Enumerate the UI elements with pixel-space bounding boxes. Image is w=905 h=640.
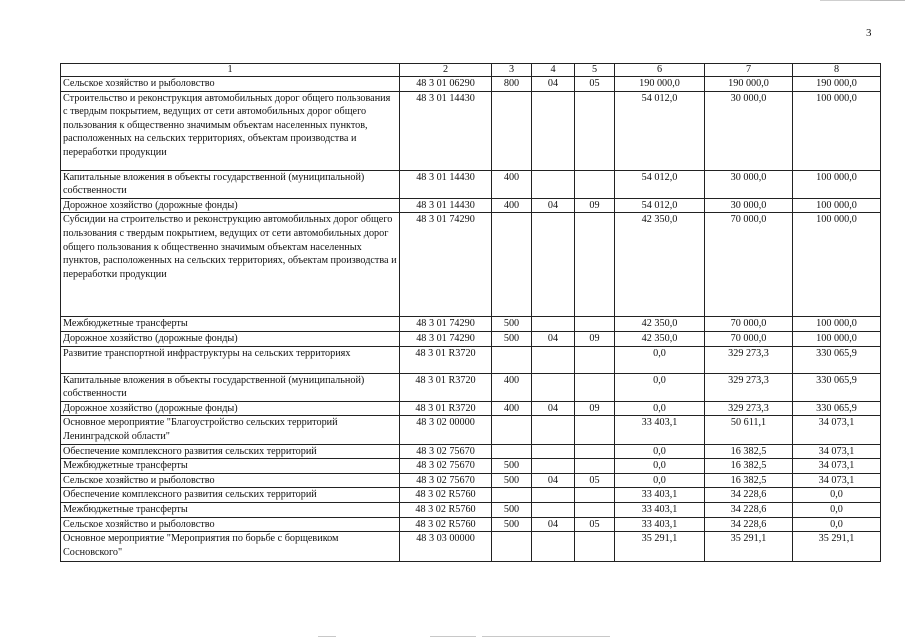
table-row bbox=[61, 488, 881, 503]
row-amount-col6: 42 350,0 bbox=[615, 331, 705, 346]
row-amount-col6: 33 403,1 bbox=[615, 488, 705, 503]
row-subsection: 05 bbox=[575, 77, 615, 92]
row-name: Сельское хозяйство и рыболовство bbox=[61, 77, 400, 92]
row-name: Дорожное хозяйство (дорожные фонды) bbox=[61, 198, 400, 213]
row-amount-col7: 30 000,0 bbox=[705, 91, 793, 170]
row-section: 04 bbox=[532, 331, 575, 346]
row-code: 48 3 02 75670 bbox=[400, 473, 492, 488]
row-name: Межбюджетные трансферты bbox=[61, 502, 400, 517]
row-amount-col6: 33 403,1 bbox=[615, 517, 705, 532]
row-amount-col6: 42 350,0 bbox=[615, 317, 705, 332]
row-code: 48 3 02 75670 bbox=[400, 444, 492, 459]
row-code: 48 3 01 74290 bbox=[400, 213, 492, 317]
row-subsection bbox=[575, 91, 615, 170]
row-subsection: 05 bbox=[575, 473, 615, 488]
row-amount-col7: 329 273,3 bbox=[705, 373, 793, 401]
row-amount-col8: 100 000,0 bbox=[793, 91, 881, 170]
row-amount-col8: 0,0 bbox=[793, 502, 881, 517]
row-code: 48 3 01 14430 bbox=[400, 198, 492, 213]
row-subsection bbox=[575, 170, 615, 198]
row-expense-type bbox=[492, 91, 532, 170]
row-section bbox=[532, 346, 575, 373]
row-amount-col8: 330 065,9 bbox=[793, 373, 881, 401]
row-expense-type: 800 bbox=[492, 77, 532, 92]
row-amount-col7: 30 000,0 bbox=[705, 170, 793, 198]
row-amount-col8: 34 073,1 bbox=[793, 459, 881, 474]
column-header-2: 2 bbox=[400, 64, 492, 77]
table-row bbox=[61, 473, 881, 488]
row-code: 48 3 01 14430 bbox=[400, 91, 492, 170]
row-amount-col8: 0,0 bbox=[793, 488, 881, 503]
row-expense-type: 500 bbox=[492, 502, 532, 517]
row-section bbox=[532, 532, 575, 562]
row-code: 48 3 01 06290 bbox=[400, 77, 492, 92]
row-expense-type: 500 bbox=[492, 517, 532, 532]
row-expense-type bbox=[492, 532, 532, 562]
row-name: Капитальные вложения в объекты государственной (муниципальной) собственности bbox=[61, 170, 400, 198]
row-amount-col7: 34 228,6 bbox=[705, 488, 793, 503]
table-row bbox=[61, 346, 881, 373]
row-expense-type: 500 bbox=[492, 459, 532, 474]
scan-edge-mark bbox=[430, 636, 476, 637]
row-amount-col6: 33 403,1 bbox=[615, 416, 705, 444]
row-name: Основное мероприятие "Мероприятия по борьбе с борщевиком Сосновского" bbox=[61, 532, 400, 562]
row-name: Обеспечение комплексного развития сельских территорий bbox=[61, 488, 400, 503]
row-subsection: 09 bbox=[575, 331, 615, 346]
row-code: 48 3 02 R5760 bbox=[400, 488, 492, 503]
table-row bbox=[61, 416, 881, 444]
row-code: 48 3 02 R5760 bbox=[400, 502, 492, 517]
budget-table bbox=[60, 63, 881, 562]
row-expense-type: 500 bbox=[492, 317, 532, 332]
row-section bbox=[532, 213, 575, 317]
row-code: 48 3 02 00000 bbox=[400, 416, 492, 444]
table-row bbox=[61, 373, 881, 401]
row-name: Дорожное хозяйство (дорожные фонды) bbox=[61, 331, 400, 346]
row-code: 48 3 02 75670 bbox=[400, 459, 492, 474]
row-amount-col8: 0,0 bbox=[793, 517, 881, 532]
row-amount-col8: 190 000,0 bbox=[793, 77, 881, 92]
row-name: Межбюджетные трансферты bbox=[61, 317, 400, 332]
row-amount-col6: 42 350,0 bbox=[615, 213, 705, 317]
row-amount-col7: 16 382,5 bbox=[705, 459, 793, 474]
row-name: Развитие транспортной инфраструктуры на сельских территориях bbox=[61, 346, 400, 373]
row-section: 04 bbox=[532, 473, 575, 488]
row-name: Сельское хозяйство и рыболовство bbox=[61, 473, 400, 488]
row-subsection bbox=[575, 317, 615, 332]
row-amount-col6: 0,0 bbox=[615, 346, 705, 373]
row-name: Межбюджетные трансферты bbox=[61, 459, 400, 474]
row-amount-col8: 330 065,9 bbox=[793, 401, 881, 416]
row-amount-col7: 70 000,0 bbox=[705, 331, 793, 346]
row-amount-col6: 0,0 bbox=[615, 401, 705, 416]
row-subsection bbox=[575, 444, 615, 459]
table-row bbox=[61, 459, 881, 474]
row-section bbox=[532, 317, 575, 332]
row-expense-type bbox=[492, 416, 532, 444]
row-section bbox=[532, 444, 575, 459]
row-amount-col7: 34 228,6 bbox=[705, 502, 793, 517]
row-amount-col6: 33 403,1 bbox=[615, 502, 705, 517]
row-amount-col6: 0,0 bbox=[615, 373, 705, 401]
table-row bbox=[61, 401, 881, 416]
row-section bbox=[532, 91, 575, 170]
row-subsection bbox=[575, 346, 615, 373]
row-section bbox=[532, 502, 575, 517]
scan-edge-mark bbox=[870, 0, 905, 1]
table-row bbox=[61, 91, 881, 170]
row-amount-col6: 54 012,0 bbox=[615, 170, 705, 198]
row-section bbox=[532, 416, 575, 444]
row-subsection bbox=[575, 488, 615, 503]
row-amount-col6: 54 012,0 bbox=[615, 91, 705, 170]
row-subsection bbox=[575, 532, 615, 562]
row-code: 48 3 02 R5760 bbox=[400, 517, 492, 532]
row-section bbox=[532, 488, 575, 503]
row-amount-col8: 100 000,0 bbox=[793, 317, 881, 332]
row-expense-type: 400 bbox=[492, 198, 532, 213]
row-expense-type bbox=[492, 213, 532, 317]
row-amount-col8: 34 073,1 bbox=[793, 444, 881, 459]
row-amount-col8: 100 000,0 bbox=[793, 170, 881, 198]
row-expense-type: 400 bbox=[492, 401, 532, 416]
row-amount-col7: 329 273,3 bbox=[705, 346, 793, 373]
table-row bbox=[61, 517, 881, 532]
row-code: 48 3 01 R3720 bbox=[400, 373, 492, 401]
row-amount-col7: 34 228,6 bbox=[705, 517, 793, 532]
row-name: Субсидии на строительство и реконструкцию автомобильных дорог общего пользования с твердым покрытием, ведущих от сети автомобильных дорог общего пользования к общественно значимым объектам населенных пунктов, расположенных на сельских территориях, объектам производства и переработки продукции bbox=[61, 213, 400, 317]
page-number: 3 bbox=[866, 27, 872, 39]
table-row bbox=[61, 77, 881, 92]
row-subsection: 05 bbox=[575, 517, 615, 532]
row-subsection bbox=[575, 373, 615, 401]
table-row bbox=[61, 444, 881, 459]
row-section: 04 bbox=[532, 401, 575, 416]
table-body bbox=[61, 77, 881, 562]
column-header-3: 3 bbox=[492, 64, 532, 77]
row-code: 48 3 01 R3720 bbox=[400, 401, 492, 416]
column-header-1: 1 bbox=[61, 64, 400, 77]
row-expense-type: 500 bbox=[492, 331, 532, 346]
row-expense-type bbox=[492, 488, 532, 503]
row-amount-col6: 54 012,0 bbox=[615, 198, 705, 213]
row-amount-col7: 70 000,0 bbox=[705, 213, 793, 317]
row-expense-type: 500 bbox=[492, 473, 532, 488]
row-amount-col8: 100 000,0 bbox=[793, 213, 881, 317]
row-name: Дорожное хозяйство (дорожные фонды) bbox=[61, 401, 400, 416]
table-row bbox=[61, 170, 881, 198]
table-row bbox=[61, 532, 881, 562]
row-subsection: 09 bbox=[575, 198, 615, 213]
row-section bbox=[532, 459, 575, 474]
row-amount-col6: 0,0 bbox=[615, 459, 705, 474]
row-expense-type bbox=[492, 346, 532, 373]
row-name: Капитальные вложения в объекты государственной (муниципальной) собственности bbox=[61, 373, 400, 401]
row-amount-col7: 329 273,3 bbox=[705, 401, 793, 416]
row-amount-col7: 35 291,1 bbox=[705, 532, 793, 562]
row-amount-col8: 330 065,9 bbox=[793, 346, 881, 373]
row-subsection bbox=[575, 213, 615, 317]
table-row bbox=[61, 198, 881, 213]
row-section: 04 bbox=[532, 517, 575, 532]
row-amount-col8: 100 000,0 bbox=[793, 198, 881, 213]
row-amount-col7: 16 382,5 bbox=[705, 473, 793, 488]
row-section bbox=[532, 373, 575, 401]
column-header-5: 5 bbox=[575, 64, 615, 77]
row-amount-col7: 50 611,1 bbox=[705, 416, 793, 444]
table-row bbox=[61, 317, 881, 332]
row-name: Строительство и реконструкция автомобильных дорог общего пользования с твердым покрытием, ведущих от сети автомобильных дорог общего пользования к общественно значимым объектам населенных пунктов, расположенных на сельских территориях, объектам производства и переработки продукции bbox=[61, 91, 400, 170]
row-name: Обеспечение комплексного развития сельских территорий bbox=[61, 444, 400, 459]
row-name: Сельское хозяйство и рыболовство bbox=[61, 517, 400, 532]
row-expense-type: 400 bbox=[492, 373, 532, 401]
row-code: 48 3 03 00000 bbox=[400, 532, 492, 562]
column-header-8: 8 bbox=[793, 64, 881, 77]
column-header-4: 4 bbox=[532, 64, 575, 77]
column-header-7: 7 bbox=[705, 64, 793, 77]
row-amount-col7: 16 382,5 bbox=[705, 444, 793, 459]
row-code: 48 3 01 74290 bbox=[400, 331, 492, 346]
scan-edge-mark bbox=[318, 636, 336, 637]
row-subsection bbox=[575, 502, 615, 517]
row-code: 48 3 01 74290 bbox=[400, 317, 492, 332]
row-amount-col8: 35 291,1 bbox=[793, 532, 881, 562]
row-amount-col7: 30 000,0 bbox=[705, 198, 793, 213]
row-amount-col8: 34 073,1 bbox=[793, 416, 881, 444]
row-code: 48 3 01 14430 bbox=[400, 170, 492, 198]
table-row bbox=[61, 213, 881, 317]
row-section: 04 bbox=[532, 77, 575, 92]
row-amount-col8: 34 073,1 bbox=[793, 473, 881, 488]
row-amount-col7: 70 000,0 bbox=[705, 317, 793, 332]
row-section bbox=[532, 170, 575, 198]
row-amount-col6: 190 000,0 bbox=[615, 77, 705, 92]
table-row bbox=[61, 502, 881, 517]
table-header-row bbox=[61, 64, 881, 77]
row-amount-col6: 35 291,1 bbox=[615, 532, 705, 562]
row-subsection: 09 bbox=[575, 401, 615, 416]
row-amount-col6: 0,0 bbox=[615, 444, 705, 459]
row-amount-col6: 0,0 bbox=[615, 473, 705, 488]
row-amount-col7: 190 000,0 bbox=[705, 77, 793, 92]
row-section: 04 bbox=[532, 198, 575, 213]
row-name: Основное мероприятие "Благоустройство сельских территорий Ленинградской области" bbox=[61, 416, 400, 444]
row-subsection bbox=[575, 459, 615, 474]
column-header-6: 6 bbox=[615, 64, 705, 77]
row-amount-col8: 100 000,0 bbox=[793, 331, 881, 346]
row-expense-type: 400 bbox=[492, 170, 532, 198]
scan-edge-mark bbox=[482, 636, 610, 637]
row-expense-type bbox=[492, 444, 532, 459]
row-code: 48 3 01 R3720 bbox=[400, 346, 492, 373]
table-row bbox=[61, 331, 881, 346]
row-subsection bbox=[575, 416, 615, 444]
